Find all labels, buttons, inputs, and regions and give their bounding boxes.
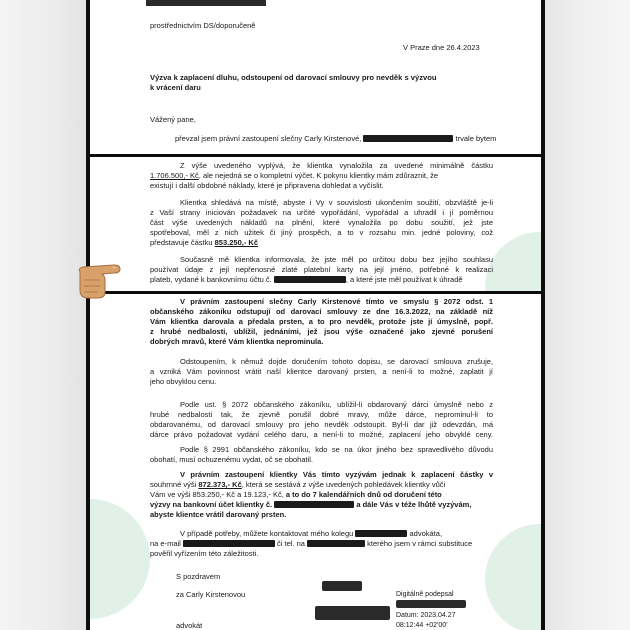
bold-para-2-line-4 bbox=[150, 500, 471, 510]
para-enrich-line-1: Podle § 2991 občanského zákoníku, kdo se na úkor jiného bez spravedlivého důvodu bbox=[180, 445, 493, 454]
para-1-line-2-text: , ale nejedná se o kompletní výčet. K pokynu klientky mám zdůraznit, že bbox=[198, 171, 439, 180]
redacted-signature bbox=[315, 600, 390, 624]
closing: S pozdravem bbox=[176, 572, 221, 581]
contact-line-3: pověřil vyřízením této záležitosti. bbox=[150, 549, 259, 558]
letter-page-1 bbox=[90, 0, 541, 154]
bold-para-1-line-3: Vám klientka darovala a předala prsten, a to pro nevděk, protože jste jí úmyslně, popř. bbox=[150, 317, 493, 326]
redacted-signature-name bbox=[322, 577, 362, 595]
for-client: za Carly Kirstenovou bbox=[176, 590, 246, 599]
bold-para-2-line-4-end: a dále Vás v téže lhůtě vyzývám, bbox=[356, 500, 472, 509]
contact-line-1-end: advokáta, bbox=[409, 529, 443, 538]
left-margin bbox=[0, 0, 88, 630]
delivery-method: prostřednictvím DS/doporučeně bbox=[150, 21, 256, 30]
contact-phone-label: či tel. na bbox=[277, 539, 305, 548]
right-border bbox=[541, 0, 545, 630]
role-advokat: advokát bbox=[176, 621, 203, 630]
redacted-email bbox=[183, 540, 275, 547]
letter-title-line-1: Výzva k zaplacení dluhu, odstoupení od darovací smlouvy pro nevděk s výzvou bbox=[150, 73, 437, 82]
bold-para-2-line-1: V právním zastoupení klientky Vás tímto vyzývám jednak k zaplacení částky v bbox=[180, 470, 493, 479]
para-enrich-line-2: obohatí, musí ochuzenému vydat, oč se obohatil. bbox=[150, 455, 314, 464]
para-3-line-3 bbox=[150, 275, 463, 285]
digital-signature-label: Digitálně podepsal bbox=[396, 591, 454, 598]
contact-line-2 bbox=[150, 539, 472, 549]
bold-para-2-line-3 bbox=[150, 490, 442, 500]
para-3-line-3-end: , a které jste měl používat k úhradě bbox=[345, 275, 463, 284]
para-2-line-5-text: představuje částku bbox=[150, 238, 213, 247]
contact-email-label: na e-mail bbox=[150, 539, 181, 548]
para-3-line-1: Současně mě klientka informovala, že jste měl po určitou dobu bez jejího souhlasu bbox=[180, 255, 493, 264]
contact-line-1-text: V případě potřeby, můžete kontaktovat mého kolegu bbox=[180, 529, 354, 538]
redacted-address bbox=[146, 0, 266, 6]
bold-para-2-line-3-text: Vám ve výši 853.250,- Kč a 19.123,- Kč, bbox=[150, 490, 284, 499]
para-1-line-3: existují i další obdobné náklady, které je připravena dohledat a vyčíslit. bbox=[150, 181, 384, 190]
bold-para-2-line-2 bbox=[150, 480, 445, 490]
para-law-line-1: Podle ust. § 2072 občanského zákoníku, ublížil-li obdarovaný dárci úmyslně nebo z bbox=[180, 400, 493, 409]
right-margin bbox=[542, 0, 630, 630]
intro-text: převzal jsem právní zastoupení slečny Carly Kirstenové, bbox=[175, 134, 362, 143]
redaction-box bbox=[322, 581, 362, 591]
redacted-phone bbox=[307, 540, 365, 547]
para-2-line-3: část výše uvedených nákladů na plnění, které vynaložila po dobu soužití, jež jste bbox=[150, 218, 493, 227]
para-withdraw-line-1: Odstoupením, k němuž dojde doručením tohoto dopisu, se darovací smlouva zrušuje, bbox=[180, 357, 493, 366]
bold-para-2-line-4-text: výzvy na bankovní účet klientky č. bbox=[150, 500, 273, 509]
signature-date: Datum: 2023.04.27 bbox=[396, 612, 456, 619]
pointing-hand-icon bbox=[74, 258, 124, 300]
intro-line bbox=[175, 134, 496, 144]
para-law-line-2: hrubé nedbalosti tak, že zjevně porušil dobré mravy, může dárce, neprominul-li to bbox=[150, 410, 493, 419]
redacted-account bbox=[274, 276, 346, 283]
decorative-blob bbox=[90, 499, 150, 619]
para-1-line-2 bbox=[150, 171, 438, 181]
place-date: V Praze dne 26.4.2023 bbox=[403, 43, 480, 52]
amount-total: 1.706.500,- Kč bbox=[150, 171, 199, 180]
contact-line-2-end: kterého jsem v rámci substituce bbox=[367, 539, 473, 548]
letter-title-line-2: k vrácení daru bbox=[150, 83, 201, 92]
redacted-name bbox=[363, 135, 453, 142]
contact-line-1 bbox=[180, 529, 442, 539]
para-2-line-2: z Vaší strany iniciován požadavek na určité vypořádání, vypořádal a uhradil i jí poměrnou bbox=[150, 208, 493, 217]
redaction-box bbox=[315, 606, 390, 620]
redaction-box bbox=[396, 600, 466, 608]
para-3-line-3-text: plateb, vydané k bankovnímu účtu č. bbox=[150, 275, 272, 284]
intro-text-end: trvale bytem bbox=[455, 134, 497, 143]
para-law-line-4: dárce právo požadovat vydání celého daru, a není-li to možné, zaplacení jeho obvyklé ceny. bbox=[150, 430, 493, 439]
para-3-line-2: používat údaje z její nepřenosné zlaté platební karty na její jméno, potřebné k realizaci bbox=[150, 265, 493, 274]
signature-time: 08:12:44 +02'00' bbox=[396, 622, 448, 629]
decorative-blob bbox=[485, 232, 541, 291]
redacted-client-account bbox=[274, 501, 354, 508]
bold-para-2-line-5: abyste klientce vrátil darovaný prsten. bbox=[150, 510, 287, 519]
decorative-blob bbox=[485, 524, 541, 630]
para-1-line-1: Z výše uvedeného vyplývá, že klientka vynaložila za uvedené minimálně částku bbox=[180, 161, 493, 170]
amount-half: 853.250,- Kč bbox=[214, 238, 259, 247]
para-2-line-4: spotřeboval, měl z nich užitek či jiný prospěch, a to v rozsahu min. jedné poloviny, což bbox=[150, 228, 493, 237]
deadline-text: a to do 7 kalendářních dnů od doručení této bbox=[285, 490, 442, 499]
redacted-colleague bbox=[355, 530, 407, 537]
para-law-line-3: obdarovanému, od darovací smlouvy pro jeho nevděk odstoupit. Byl-li dar již odevzdán, má bbox=[150, 420, 493, 429]
para-2-line-5 bbox=[150, 238, 258, 248]
para-withdraw-line-2: a vzniká Vám povinnost vrátit naší klientce darovaný prsten, a není-li to možné, zaplatit jí bbox=[150, 367, 493, 376]
para-withdraw-line-3: jeho obvyklou cenu. bbox=[150, 377, 217, 386]
letter-page-2 bbox=[90, 157, 541, 291]
redacted-signer bbox=[396, 600, 466, 608]
bold-para-1-line-5: dobrých mravů, které Vám klientka neprominula. bbox=[150, 337, 324, 346]
bold-para-1-line-4: z hrubé nedbalosti, ublížil, jednáními, jež jsou výše označené jako zjevné porušení bbox=[150, 327, 493, 336]
letter-page-3 bbox=[90, 294, 541, 630]
bold-para-1-line-1: V právním zastoupení slečny Carly Kirstenové tímto ve smyslu § 2072 odst. 1 bbox=[180, 297, 493, 306]
bold-para-2-line-2-end: , která se sestává z výše uvedených pohledávek klientky vůči bbox=[241, 480, 446, 489]
salutation: Vážený pane, bbox=[150, 115, 196, 124]
para-2-line-1: Klientka shledává na místě, abyste i Vy v souvislosti ukončením soužití, obzvláště je-li bbox=[180, 198, 493, 207]
bold-para-2-line-2-text: souhrnné výši bbox=[150, 480, 197, 489]
bold-para-1-line-2: občanského zákoníku odstupují od darovací smlouvy ze dne 16.3.2022, na základě níž bbox=[150, 307, 493, 316]
amount-demanded: 872.373,- Kč bbox=[198, 480, 242, 489]
